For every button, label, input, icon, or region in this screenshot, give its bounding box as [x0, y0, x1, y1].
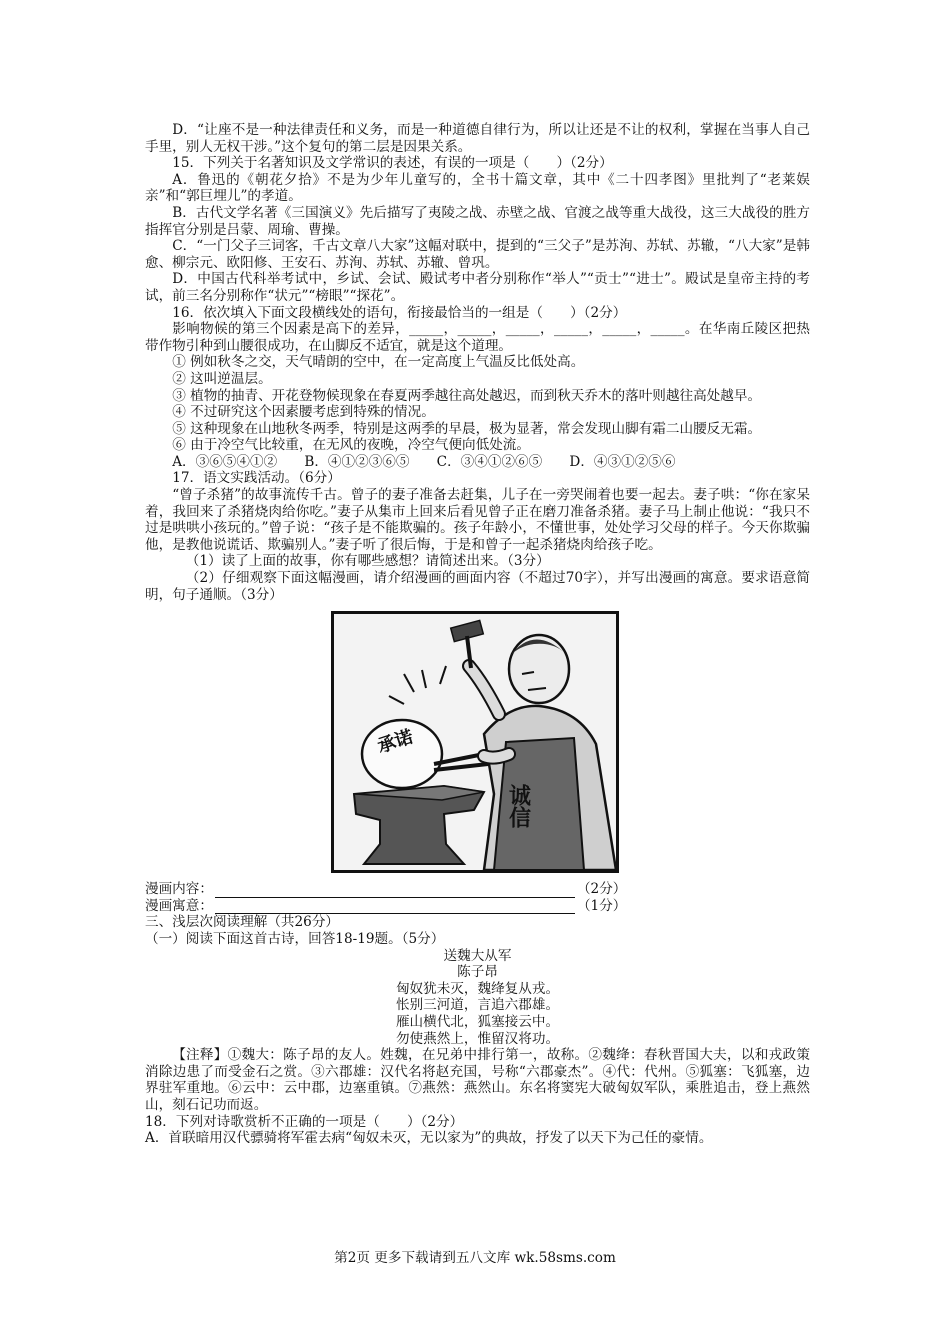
- q18-stem: 18．下列对诗歌赏析不正确的一项是（ ）（2分）: [145, 1113, 464, 1130]
- q16-sentence-1: ① 例如秋冬之交，天气晴朗的空中，在一定高度上气温反比低处高。: [172, 354, 585, 371]
- part-1-heading: （一）阅读下面这首古诗，回答18-19题。（5分）: [145, 931, 445, 947]
- poem-line-2: 怅别三河道，言追六郡雄。: [395, 997, 560, 1014]
- q14-option-d: D．“让座不是一种法律责任和义务，而是一种道德自律行为，所以让还是不让的权利，掌握在当事人自己手里，别人无权干涉。”这个复句的第二层是因果关系。: [145, 122, 810, 155]
- q17-story: “曾子杀猪”的故事流传千古。曾子的妻子准备去赶集，儿子在一旁哭闹着也要一起去。妻子哄：“你在家呆着，我回来了杀猪烧肉给你吃。”妻子从集市上回来后看见曾子正在磨刀准备杀猪。妻子马上制止他说：“我只不过是哄哄小孩玩的。”曾子说：“孩子是不能欺骗的。孩子年龄小，不懂世事，处处学习父母的样子。今天你欺骗他，是教他说谎话、欺骗别人。”妻子听了很后悔，于是和曾子一起杀猪烧肉给孩子吃。: [145, 487, 810, 553]
- q16-passage: 影响物候的第三个因素是高下的差异，_____，_____，_____，_____，_____，_____。在华南丘陵区把热带作物引种到山腰很成功，在山脚反不适宜，就是这个道理。: [145, 321, 810, 354]
- comic-meaning-line: [145, 898, 810, 915]
- q15-option-d: D．中国古代科举考试中，乡试、会试、殿试考中者分别称作“举人”“贡士”“进士”。殿试是皇帝主持的考试，前三名分别称作“状元”“榜眼”“探花”。: [145, 271, 810, 304]
- page-footer: 第2页 更多下载请到五八文库 wk.58sms.com: [334, 1250, 616, 1266]
- q17-sub-1: （1）读了上面的故事，你有哪些感想？请简述出来。（3分）: [185, 553, 550, 570]
- comic-illustration: [331, 611, 619, 873]
- q15-option-c: C．“一门父子三词客，千古文章八大家”这幅对联中，提到的“三父子”是苏洵、苏轼、苏辙，“八大家”是韩愈、柳宗元、欧阳修、王安石、苏洵、苏轼、苏辙、曾巩。: [145, 238, 810, 271]
- section-3-heading: 三、浅层次阅读理解（共26分）: [145, 914, 340, 931]
- q16-sentence-4: ④ 不过研究这个因素腰考虑到特殊的情况。: [172, 404, 435, 421]
- poem-line-3: 雁山横代北，狐塞接云中。: [395, 1013, 560, 1030]
- q16-sentence-2: ② 这叫逆温层。: [172, 370, 272, 387]
- q15-stem: 15．下列关于名著知识及文学常识的表述，有误的一项是（ ）（2分）: [172, 155, 613, 172]
- comic-drawing: [334, 614, 616, 870]
- comic-integrity-text: 诚信: [505, 784, 531, 829]
- poem-line-1: 匈奴犹未灭，魏绛复从戎。: [395, 980, 560, 997]
- q17-sub-2: （2）仔细观察下面这幅漫画，请介绍漫画的画面内容（不超过70字），并写出漫画的寓意。要求语意简明，句子通顺。（3分）: [145, 570, 810, 603]
- comic-meaning-label: 漫画寓意：: [145, 897, 213, 914]
- q18-option-a: A．首联暗用汉代骠骑将军霍去病“匈奴未灭，无以家为”的典故，抒发了以天下为己任的豪情。: [145, 1130, 713, 1147]
- q15-option-b: B．古代文学名著《三国演义》先后描写了夷陵之战、赤壁之战、官渡之战等重大战役，这三大战役的胜方指挥官分别是吕蒙、周瑜、曹操。: [145, 204, 810, 238]
- q16-sentence-3: ③ 植物的抽青、开花登物候现象在春夏两季越往高处越迟，而到秋天乔木的落叶则越往高处越早。: [172, 387, 762, 404]
- comic-meaning-points: （1分）: [576, 897, 627, 914]
- comic-content-label: 漫画内容：: [145, 881, 213, 898]
- comic-meaning-answer-blank[interactable]: [215, 899, 575, 914]
- comic-promise-text: 承诺: [375, 726, 416, 758]
- comic-content-points: （2分）: [576, 881, 627, 898]
- q16-choices: A．③⑥⑤④①② B．④①②③⑥⑤ C．③④①②⑥⑤ D．④③①②⑤⑥: [172, 453, 676, 470]
- poem-note: 【注释】①魏大：陈子昂的友人。姓魏，在兄弟中排行第一，故称。②魏绛：春秋晋国大夫，以和戎政策消除边患了而受金石之赏。③六郡雄：汉代名将赵充国，号称“六郡豪杰”。④代：代州。⑤狐塞：飞狐塞，边界驻军重地。⑥云中：云中郡，边塞重镇。⑦燕然：燕然山。东名将窦宪大破匈奴军队，乘胜追击，登上燕然山，刻石记功而返。: [145, 1047, 810, 1113]
- q16-sentence-5: ⑤ 这种现象在山地秋冬两季，特别是这两季的早晨，极为显著，常会发现山脚有霜二山腰反无霜。: [172, 420, 762, 437]
- q16-sentence-6: ⑥ 由于冷空气比较重，在无风的夜晚，冷空气便向低处流。: [172, 437, 530, 454]
- q16-stem: 16．依次填入下面文段横线处的语句，衔接最恰当的一组是（ ）（2分）: [172, 304, 627, 321]
- q17-stem: 17．语文实践活动。（6分）: [172, 470, 341, 487]
- poem-title: 送魏大从军: [443, 947, 512, 964]
- page-body: [145, 122, 810, 1147]
- poem-line-4: 勿使燕然上，惟留汉将功。: [395, 1030, 560, 1047]
- comic-content-line: [145, 881, 810, 898]
- q15-option-a: A．鲁迅的《朝花夕拾》不是为少年儿童写的，全书十篇文章，其中《二十四孝图》里批判了“老莱娱亲”和“郭巨埋儿”的孝道。: [145, 171, 810, 205]
- poem-author: 陈子昂: [457, 964, 498, 981]
- comic-content-answer-blank[interactable]: [215, 883, 575, 898]
